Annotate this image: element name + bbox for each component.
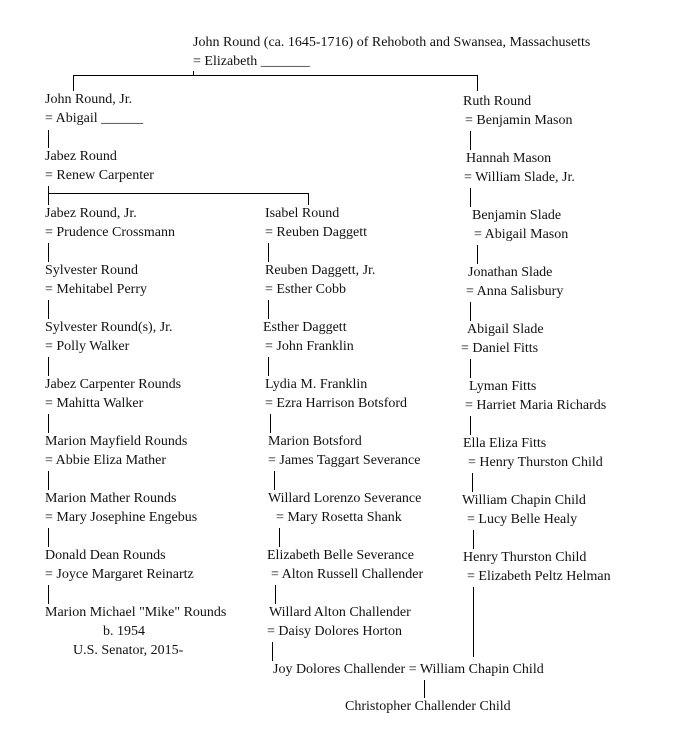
right-connector-4 [470,302,471,321]
left-gen-5-person: Sylvester Round(s), Jr. [45,320,173,335]
right-connector-5 [470,359,471,378]
left-gen-4-person: Sylvester Round [45,263,138,278]
middle-gen-1-spouse: = Reuben Daggett [265,225,367,240]
middle-connector-1 [268,243,269,262]
root-branch-line [73,75,478,76]
middle-gen-8-spouse: = Daisy Dolores Horton [267,624,403,639]
middle-gen-5-person: Marion Botsford [268,434,362,449]
right-connector-1 [470,131,471,150]
right-connector-8 [473,530,474,549]
left-gen-7-spouse: = Abbie Eliza Mather [45,453,167,468]
jabez-branch-line [48,193,309,194]
right-branch-drop [477,75,478,91]
middle-connector-5 [274,471,275,490]
right-gen-8-spouse: = Lucy Belle Healy [467,512,578,527]
left-gen-2-person: Jabez Round [45,149,117,164]
left-gen-7-person: Marion Mayfield Rounds [45,434,188,449]
middle-gen-3-person: Esther Daggett [263,320,347,335]
left-connector-3 [48,243,49,262]
right-gen-6-spouse: = Harriet Maria Richards [465,398,607,413]
right-gen-2-person: Hannah Mason [466,151,552,166]
middle-gen-1-person: Isabel Round [265,206,340,221]
middle-branch-drop [308,193,309,205]
senator-name: Marion Michael "Mike" Rounds [45,605,227,620]
left-connector-8 [48,528,49,547]
middle-gen-2-spouse: = Esther Cobb [265,282,346,297]
left-branch-drop [73,75,74,91]
right-gen-2-spouse: = William Slade, Jr. [464,170,575,185]
left-gen-3-person: Jabez Round, Jr. [45,206,137,221]
left-connector-6 [48,414,49,433]
left-connector-7 [48,471,49,490]
middle-connector-6 [279,528,280,547]
middle-gen-4-spouse: = Ezra Harrison Botsford [265,396,408,411]
middle-gen-7-spouse: = Alton Russell Challender [271,567,424,582]
right-gen-7-spouse: = Henry Thurston Child [468,455,603,470]
left-connector-9 [48,585,49,604]
left-gen-5-spouse: = Polly Walker [45,339,130,354]
challender-child-marriage: Joy Dolores Challender = William Chapin Child [273,662,544,677]
descendant-connector [424,680,425,698]
right-connector-3 [477,245,478,264]
middle-gen-3-spouse: = John Franklin [265,339,354,354]
middle-gen-4-person: Lydia M. Franklin [265,377,368,392]
middle-gen-7-person: Elizabeth Belle Severance [267,548,414,563]
right-connector-9 [473,587,474,657]
middle-connector-2 [268,300,269,319]
left-gen-2-spouse: = Renew Carpenter [45,168,154,183]
right-connector-7 [472,473,473,492]
senator-office: U.S. Senator, 2015- [73,643,184,658]
left-gen-3-spouse: = Prudence Crossmann [45,225,175,240]
left-connector-1 [48,130,49,148]
middle-gen-8-person: Willard Alton Challender [269,605,411,620]
right-gen-6-person: Lyman Fitts [469,379,537,394]
left-gen-6-person: Jabez Carpenter Rounds [45,377,182,392]
right-gen-5-spouse: = Daniel Fitts [461,341,539,356]
descendant-name: Christopher Challender Child [345,699,511,714]
left-gen-4-spouse: = Mehitabel Perry [45,282,147,297]
left-connector-2 [48,186,49,205]
left-gen-9-person: Donald Dean Rounds [45,548,166,563]
left-gen-1-spouse: = Abigail ______ [45,111,144,126]
left-connector-5 [48,357,49,376]
middle-connector-4 [270,414,271,433]
left-gen-8-person: Marion Mather Rounds [45,491,177,506]
left-connector-4 [48,300,49,319]
middle-gen-6-person: Willard Lorenzo Severance [268,491,422,506]
middle-gen-6-spouse: = Mary Rosetta Shank [276,510,402,525]
right-gen-3-spouse: = Abigail Mason [474,227,569,242]
left-gen-8-spouse: = Mary Josephine Engebus [45,510,198,525]
right-gen-1-spouse: = Benjamin Mason [465,113,573,128]
left-gen-6-spouse: = Mahitta Walker [45,396,144,411]
middle-gen-5-spouse: = James Taggart Severance [268,453,421,468]
right-gen-4-person: Jonathan Slade [468,265,553,280]
right-connector-2 [470,188,471,207]
right-gen-5-person: Abigail Slade [467,322,544,337]
right-gen-4-spouse: = Anna Salisbury [466,284,564,299]
middle-connector-3 [268,357,269,376]
right-gen-9-spouse: = Elizabeth Peltz Helman [467,569,611,584]
senator-birth: b. 1954 [103,624,145,639]
right-gen-9-person: Henry Thurston Child [463,550,587,565]
left-gen-1-person: John Round, Jr. [45,92,133,107]
middle-connector-8 [272,642,273,661]
middle-gen-2-person: Reuben Daggett, Jr. [265,263,376,278]
right-gen-8-person: William Chapin Child [462,493,586,508]
middle-connector-7 [275,585,276,604]
root-spouse: = Elizabeth _______ [193,54,310,69]
root-person: John Round (ca. 1645-1716) of Rehoboth and Swansea, Massachusetts [193,35,591,50]
left-gen-9-spouse: = Joyce Margaret Reinartz [45,567,194,582]
right-gen-3-person: Benjamin Slade [472,208,562,223]
right-gen-1-person: Ruth Round [463,94,532,109]
right-connector-6 [470,416,471,435]
right-gen-7-person: Ella Eliza Fitts [463,436,547,451]
